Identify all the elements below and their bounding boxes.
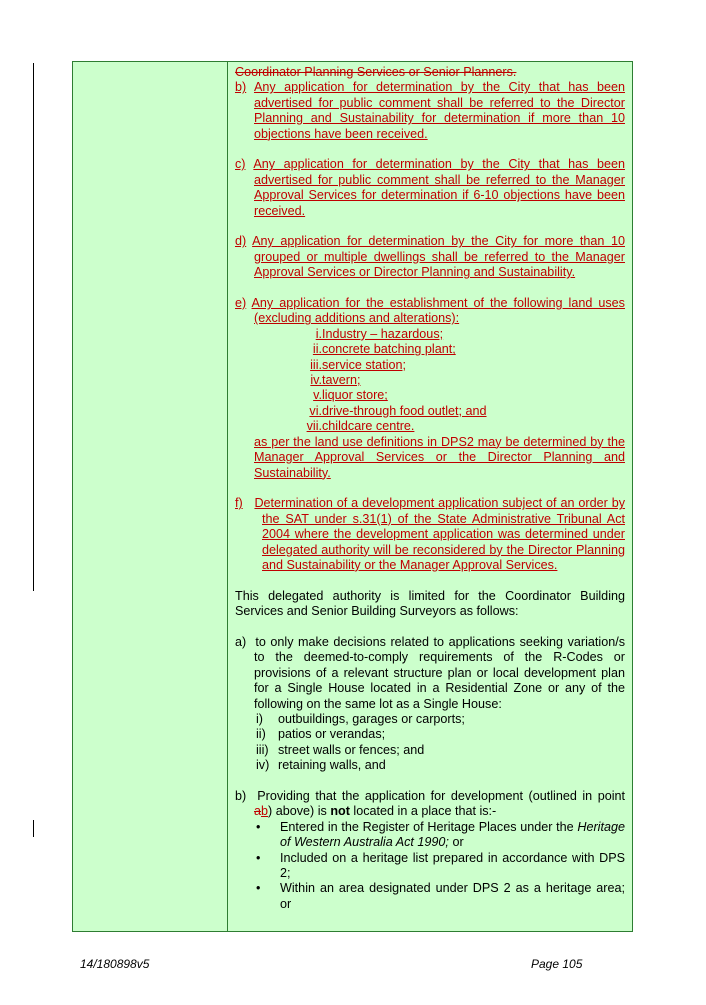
land-use-list bbox=[235, 327, 625, 435]
structure-item: i) outbuildings, garages or carports; bbox=[256, 711, 465, 726]
land-use-item: iv. tavern; bbox=[310, 373, 361, 388]
limit-intro: This delegated authority is limited for the Coordinator Building Services and Senior Building Surveyors as follows: bbox=[235, 588, 625, 619]
heritage-list bbox=[235, 820, 625, 912]
bullet-icon: • bbox=[256, 819, 261, 834]
item-e-intro: e) Any application for the establishment of the following land uses (excluding additions and alterations): bbox=[235, 296, 625, 326]
column-divider bbox=[227, 62, 228, 931]
delegation-table bbox=[72, 61, 633, 932]
item-d-inserted: d) Any application for determination by the City for more than 10 grouped or multiple dwellings shall be referred to the Manager Approval Services or Director Planning and Sustainability. bbox=[235, 234, 625, 280]
heritage-bullet: • Included on a heritage list prepared in accordance with DPS 2; bbox=[256, 850, 625, 881]
land-use-item: vi. drive-through food outlet; and bbox=[309, 403, 487, 418]
change-bar-bottom bbox=[33, 820, 34, 837]
bullet-icon: • bbox=[256, 850, 261, 865]
document-reference: 14/180898v5 bbox=[80, 957, 150, 971]
item-c-inserted: c) Any application for determination by the City that has been advertised for public comment shall be referred to the Manager Approval Services for determination if 6-10 objections have been received. bbox=[235, 157, 625, 218]
structure-item: iii) street walls or fences; and bbox=[256, 742, 425, 757]
delegation-conditions-cell bbox=[235, 65, 625, 912]
item-b-inserted: b) Any application for determination by the City that has been advertised for public comment shall be referred to the Director Planning and Sustainability for determination if more than 10 objections have been received. bbox=[235, 80, 625, 141]
structure-list bbox=[235, 712, 625, 774]
structure-item: ii) patios or verandas; bbox=[256, 727, 386, 742]
inserted-char: b bbox=[261, 804, 269, 819]
land-use-item: i. Industry – hazardous; bbox=[315, 326, 444, 341]
heritage-bullet: • Entered in the Register of Heritage Places under the Heritage of Western Australia Act 1990; or bbox=[256, 819, 625, 850]
heritage-bullet: • Within an area designated under DPS 2 as a heritage area; or bbox=[256, 881, 625, 911]
bullet-icon: • bbox=[256, 881, 261, 896]
structure-item: iv) retaining walls, and bbox=[256, 758, 386, 773]
deleted-char: a bbox=[254, 804, 262, 819]
struck-text: Coordinator Planning Services or Senior Planners. bbox=[235, 65, 517, 79]
item-e-closing: as per the land use definitions in DPS2 may be determined by the Manager Approval Services or the Director Planning and Sustainability. bbox=[254, 434, 625, 480]
land-use-item: v. liquor store; bbox=[313, 388, 388, 403]
land-use-item: ii. concrete batching plant; bbox=[312, 342, 456, 357]
change-bar-top bbox=[33, 63, 34, 591]
item-a: a) to only make decisions related to applications seeking variation/s to the deemed-to-comply requirements of the R-Codes or provisions of a relevant structure plan or local development plan for a Single House located in a Residential Zone or any of the following on the same lot as a Single House: bbox=[235, 634, 625, 711]
item-f-inserted: f) Determination of a development application subject of an order by the SAT under s.31(1) of the State Administrative Tribunal Act 2004 where the development application was determined under delegated authority will be reconsidered by the Director Planning and Sustainability or the Manager Approval Services. bbox=[235, 496, 626, 572]
land-use-item: iii. service station; bbox=[310, 357, 406, 372]
page-number: Page 105 bbox=[531, 957, 583, 971]
land-use-item: vii. childcare centre. bbox=[306, 419, 415, 434]
item-b: b) Providing that the application for development (outlined in point ab) above) is not located in a place that is:- bbox=[235, 788, 626, 819]
